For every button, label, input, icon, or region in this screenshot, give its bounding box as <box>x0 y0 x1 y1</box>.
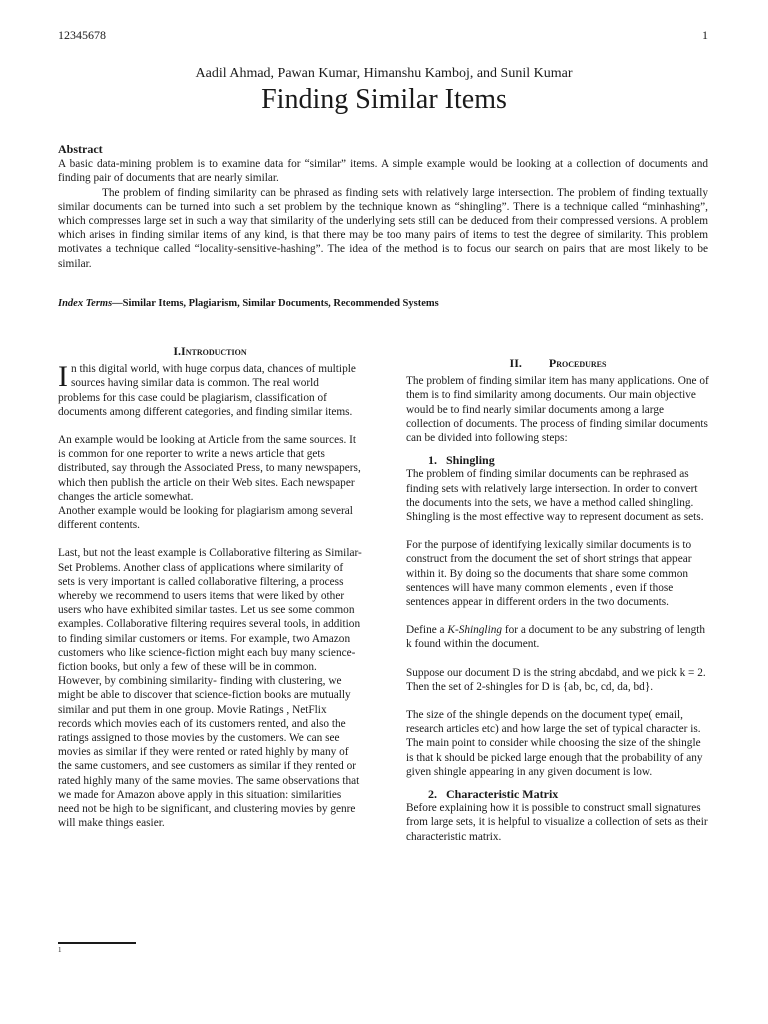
abstract-paragraph-2: The problem of finding similarity can be phrased as finding sets with relatively large intersection. The problem of finding textually similar documents can be turned into such a set problem by the technique known as “shingling”. There is a technique called “minhashing”, which compresses large set in such a way that similarity of the underlying sets still can be deduced from their compressed versions. A problem which arises in finding similar items of any kind, is that there may be too many pairs of items to test the degree of similarity. This problem motivates a technique called “locality-sensitive-hashing”. The idea of the method is to focus our search on pairs that are most likely to be similar. <box>58 186 708 270</box>
index-terms <box>58 298 439 309</box>
footnote-mark: 1 <box>58 946 62 954</box>
right-column <box>406 356 710 844</box>
procedures-paragraph-7: Before explaining how it is possible to construct small signatures from large sets, it is helpful to visualize a collection of sets as their characteristic matrix. <box>406 802 708 843</box>
abstract-heading: Abstract <box>58 142 103 156</box>
subsection-heading-shingling: 1. Shingling <box>428 453 495 468</box>
footnote-rule <box>58 942 136 944</box>
section-title: Introduction <box>181 344 247 358</box>
drop-cap: I <box>58 360 68 394</box>
procedures-paragraph-5: Suppose our document D is the string abcdabd, and we pick k = 2. Then the set of 2-shingles for D is {ab, bc, cd, da, bd}. <box>406 666 706 693</box>
section-number: II. <box>509 356 522 370</box>
intro-paragraph-4: Last, but not the least example is Collaborative filtering as Similar-Set Problems. Another class of applications where similarity of sets is very important is called collaborative filtering, a process whereby we recommend to users items that were liked by other users who have exhibited similar tastes. Let us see some common examples. Collaborative filtering requires several tools, in addition to finding similar customers or items. For example, two Amazon customers who like science-fiction might each buy many science-fiction books, but only a few of these will be in common. However, by combining similarity- finding with clustering, we might be able to discover that science-fiction books are mutually similar and put them in one group. Movie Ratings , NetFlix records which movies each of its customers rented, and also the ratings assigned to those movies by the customers. We can see movies as similar if they were rented or rated highly by many of the same customers, and see customers as similar if they rented or rated highly many of the same movies. The same observations that we made for Amazon above apply in this situation: similarities need not be high to be significant, and clustering movies by genre will make things easier. <box>58 547 362 830</box>
section-heading-procedures <box>406 356 710 370</box>
procedures-paragraph-1: The problem of finding similar item has many applications. One of them is to find similarity among documents. Our main objective would be to find nearly similar documents among a large collection of documents. The process of finding similar documents can be divided into following steps: <box>406 375 709 445</box>
section-number: I. <box>173 344 182 358</box>
page-number: 1 <box>702 28 708 42</box>
procedures-paragraph-4: Define a K-Shingling for a document to be any substring of length k found within the document. <box>406 624 706 651</box>
section-heading-introduction <box>58 344 362 358</box>
page-header-id: 12345678 <box>58 28 106 42</box>
section-title: Procedures <box>548 356 607 370</box>
abstract <box>58 142 708 271</box>
paper-title: Finding Similar Items <box>261 84 507 115</box>
procedures-paragraph-6: The size of the shingle depends on the document type( email, research articles etc) and how large the set of typical character is. The main point to consider while choosing the size of the shingle is that k should be picked large enough that the probability of any given shingle appearing in any given document is low. <box>406 709 703 778</box>
left-column <box>58 344 362 831</box>
procedures-paragraph-3: For the purpose of identifying lexically similar documents is to construct from the document the set of short strings that appear within it. By doing so the documents that share some common sentences will have many common elements , even if those sentences appear in different orders in the two documents. <box>406 539 692 609</box>
authors: Aadil Ahmad, Pawan Kumar, Himanshu Kamboj, and Sunil Kumar <box>195 66 573 81</box>
intro-paragraph-3: Another example would be looking for plagiarism among several different contents. <box>58 505 353 532</box>
index-terms-label: Index Terms <box>58 298 113 309</box>
intro-paragraph-2: An example would be looking at Article from the same sources. It is common for one reporter to write a news article that gets distributed, say through the Associated Press, to many newspapers, which then publish the article on their Web sites. Each newspaper changes the article somewhat. <box>58 434 361 503</box>
index-terms-text: —Similar Items, Plagiarism, Similar Documents, Recommended Systems <box>112 298 439 309</box>
abstract-paragraph-1: A basic data-mining problem is to examine data for “similar” items. A simple example would be looking at a collection of documents and finding pair of documents that are nearly similar. <box>58 158 708 185</box>
procedures-paragraph-2: The problem of finding similar documents can be rephrased as finding sets with relatively large intersection. In order to convert the documents into the sets, we have a method called shingling. Shingling is the most effective way to represent document as sets. <box>406 468 704 524</box>
subsection-heading-characteristic-matrix: 2. Characteristic Matrix <box>428 787 559 802</box>
intro-paragraph-1: In this digital world, with huge corpus data, chances of multiple sources having similar data is common. The real world problems for this case could be plagiarism, classification of documents among different categories, and finding similar items. <box>58 360 356 418</box>
